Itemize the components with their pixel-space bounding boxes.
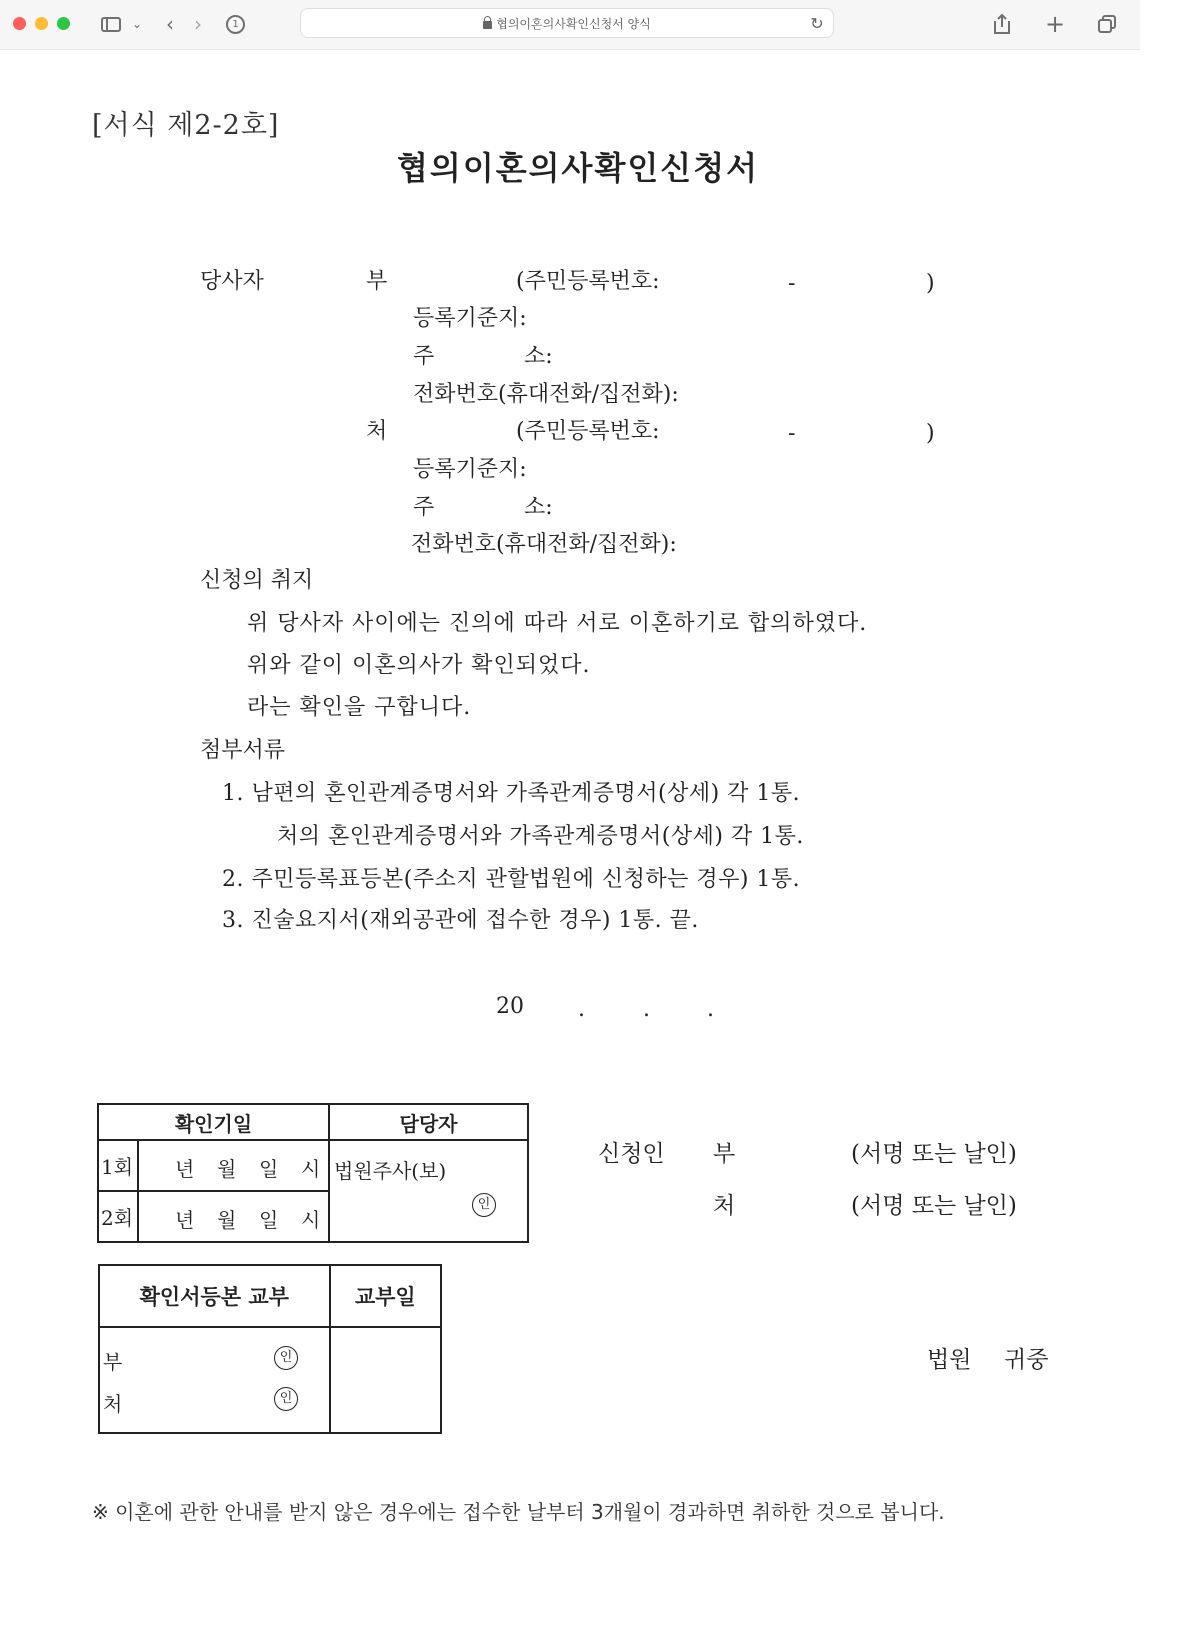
- husband-phone-label: 전화번호(휴대전화/집전화):: [413, 382, 679, 407]
- round-cell: 1회: [98, 1140, 138, 1191]
- hour-label: 시: [301, 1157, 321, 1181]
- applicant-wife-signature: (서명 또는 날인): [851, 1193, 1017, 1219]
- court-addressee: 귀중: [1004, 1347, 1049, 1373]
- date-cell: [138, 1140, 329, 1191]
- date-dot: .: [578, 997, 585, 1022]
- husband-resident-no-label: (주민등록번호:: [516, 269, 660, 294]
- round-cell: 2회: [98, 1191, 138, 1242]
- husband-address-label-2: 소:: [524, 344, 553, 369]
- staff-title: 법원주사(보): [334, 1159, 447, 1183]
- attachment-item: 2. 주민등록표등본(주소지 관할법원에 신청하는 경우) 1통.: [222, 867, 801, 892]
- seal-stamp-icon: 인: [274, 1387, 298, 1411]
- hour-label: 시: [301, 1208, 321, 1232]
- forward-icon[interactable]: ›: [194, 12, 202, 36]
- wife-registry-label: 등록기준지:: [413, 457, 527, 482]
- header-confirmation-date: 확인기일: [98, 1104, 329, 1140]
- date-year-prefix: 20: [496, 994, 524, 1019]
- applicant-husband-role: 부: [713, 1141, 736, 1167]
- form-number: [서식 제2-2호]: [92, 110, 280, 141]
- zoom-window-button[interactable]: [57, 17, 70, 30]
- delivery-date-cell: [330, 1327, 441, 1433]
- plus-icon[interactable]: +: [1044, 10, 1066, 38]
- lock-icon: [483, 21, 492, 29]
- sidebar-icon[interactable]: [100, 12, 122, 36]
- purpose-heading: 신청의 취지: [200, 568, 314, 593]
- share-icon[interactable]: [990, 12, 1014, 36]
- purpose-line: 라는 확인을 구합니다.: [247, 695, 472, 720]
- husband-resident-no-close: ): [926, 271, 935, 296]
- minimize-window-button[interactable]: [35, 17, 48, 30]
- husband-address-label-1: 주: [413, 344, 435, 369]
- wife-address-label-1: 주: [413, 495, 435, 520]
- notice-text: ※ 이혼에 관한 안내를 받지 않은 경우에는 접수한 날부터 3개월이 경과하면 취하한 것으로 봅니다.: [92, 1500, 945, 1524]
- attachment-item: 처의 혼인관계증명서와 가족관계증명서(상세) 각 1통.: [277, 824, 804, 849]
- attachment-item: 1. 남편의 혼인관계증명서와 가족관계증명서(상세) 각 1통.: [222, 781, 801, 806]
- attachment-item: 3. 진술요지서(재외공관에 접수한 경우) 1통. 끝.: [222, 908, 699, 933]
- recipient-husband: 부: [103, 1350, 123, 1374]
- date-cell: [138, 1191, 329, 1242]
- applicant-wife-role: 처: [713, 1193, 736, 1219]
- wife-phone-label: 전화번호(휴대전화/집전화):: [411, 532, 677, 557]
- delivery-table: [98, 1264, 442, 1434]
- attachments-heading: 첨부서류: [200, 738, 286, 763]
- purpose-line: 위 당사자 사이에는 진의에 따라 서로 이혼하기로 합의하였다.: [247, 611, 868, 636]
- header-copy-delivery: 확인서등본 교부: [99, 1265, 330, 1327]
- month-label: 월: [217, 1157, 237, 1181]
- seal-stamp-icon: 인: [472, 1193, 496, 1217]
- date-dot: .: [643, 997, 650, 1022]
- year-label: 년: [175, 1208, 195, 1232]
- date-dot: .: [707, 997, 714, 1022]
- table-row: [99, 1327, 441, 1433]
- wife-role: 처: [366, 419, 388, 444]
- year-label: 년: [175, 1157, 195, 1181]
- wife-resident-no-label: (주민등록번호:: [516, 419, 660, 444]
- day-label: 일: [259, 1208, 279, 1232]
- document-page: [0, 50, 1140, 1610]
- wife-address-label-2: 소:: [524, 495, 553, 520]
- wife-resident-no-close: ): [926, 421, 935, 446]
- month-label: 월: [217, 1208, 237, 1232]
- wife-resident-no-dash: -: [788, 421, 796, 446]
- privacy-icon[interactable]: 1: [225, 12, 247, 36]
- staff-cell: [329, 1140, 528, 1242]
- husband-resident-no-dash: -: [788, 271, 796, 296]
- recipient-wife: 처: [103, 1392, 123, 1416]
- header-delivery-date: 교부일: [330, 1265, 441, 1327]
- recipient-cell: [99, 1327, 330, 1433]
- document-title: 협의이혼의사확인신청서: [397, 149, 760, 187]
- table-row: [98, 1140, 528, 1191]
- browser-toolbar: [0, 0, 1140, 50]
- applicant-label: 신청인: [598, 1141, 665, 1167]
- husband-role: 부: [366, 269, 388, 294]
- applicant-husband-signature: (서명 또는 날인): [851, 1141, 1017, 1167]
- seal-stamp-icon: 인: [274, 1346, 298, 1370]
- confirmation-table: [97, 1103, 529, 1243]
- chevron-down-icon[interactable]: ⌄: [131, 17, 143, 31]
- parties-label: 당사자: [200, 269, 264, 294]
- tabs-icon[interactable]: [1096, 12, 1120, 36]
- husband-registry-label: 등록기준지:: [413, 306, 527, 331]
- reload-icon[interactable]: ↻: [810, 14, 824, 33]
- address-text: 협의이혼의사확인신청서 양식: [496, 17, 651, 31]
- header-staff: 담당자: [329, 1104, 528, 1140]
- address-bar[interactable]: [300, 8, 834, 38]
- back-icon[interactable]: ‹: [166, 12, 174, 36]
- day-label: 일: [259, 1157, 279, 1181]
- court-label: 법원: [927, 1347, 972, 1373]
- close-window-button[interactable]: [13, 17, 26, 30]
- purpose-line: 위와 같이 이혼의사가 확인되었다.: [247, 653, 591, 678]
